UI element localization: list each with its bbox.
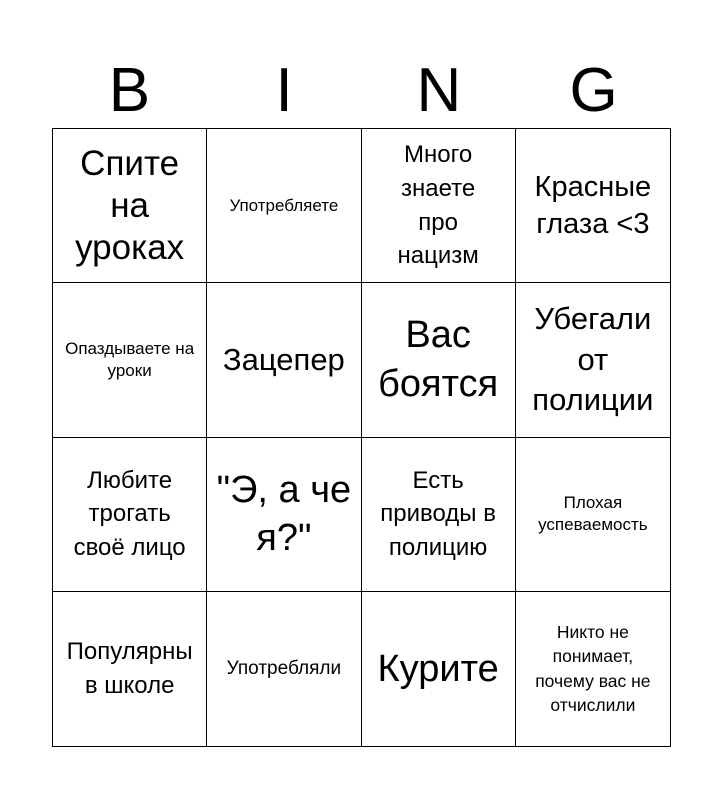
header-letter-i: I: [275, 56, 293, 125]
header-letter-b: B: [108, 56, 151, 125]
bingo-cell-2-2[interactable]: [207, 283, 361, 437]
bingo-board: [52, 128, 671, 747]
bingo-cell-4-2[interactable]: [207, 592, 361, 746]
bingo-cell-1-1[interactable]: [53, 129, 207, 283]
bingo-header: [52, 56, 671, 126]
cell-text: Красные глаза <3: [534, 171, 652, 240]
bingo-cell-3-3[interactable]: [362, 438, 516, 592]
bingo-cell-2-3[interactable]: [362, 283, 516, 437]
bingo-cell-3-1[interactable]: [53, 438, 207, 592]
cell-text: Употребляете: [229, 195, 339, 215]
bingo-cell-1-3[interactable]: [362, 129, 516, 283]
cell-text: Зацепер: [222, 341, 345, 377]
cell-text: Спите на уроках: [75, 143, 185, 267]
cell-text: Никто не понимает, почему вас не отчислили: [535, 621, 651, 716]
cell-text: Любите трогать своё лицо: [73, 466, 186, 561]
bingo-cell-3-2[interactable]: [207, 438, 361, 592]
header-letter-g: G: [569, 56, 618, 125]
bingo-cell-1-2[interactable]: [207, 129, 361, 283]
cell-text: Опаздываете на уроки: [65, 338, 195, 380]
cell-text: Употребляли: [226, 658, 342, 680]
cell-text: "Э, а че я?": [216, 468, 352, 560]
bingo-cell-4-4[interactable]: [516, 592, 670, 746]
cell-text: Плохая успеваемость: [538, 493, 648, 535]
bingo-cell-4-1[interactable]: [53, 592, 207, 746]
cell-text: Курите: [377, 647, 499, 690]
cell-text: Вас боятся: [378, 314, 499, 405]
bingo-cell-4-3[interactable]: [362, 592, 516, 746]
bingo-cell-1-4[interactable]: [516, 129, 670, 283]
header-letter-n: N: [416, 56, 462, 125]
cell-text: Популярны в школе: [66, 638, 193, 699]
cell-text: Есть приводы в полицию: [380, 466, 496, 561]
bingo-cell-2-4[interactable]: [516, 283, 670, 437]
bingo-cell-2-1[interactable]: [53, 283, 207, 437]
cell-text: Много знаете про нацизм: [397, 141, 479, 270]
bingo-cell-3-4[interactable]: [516, 438, 670, 592]
cell-text: Убегали от полиции: [532, 301, 654, 418]
